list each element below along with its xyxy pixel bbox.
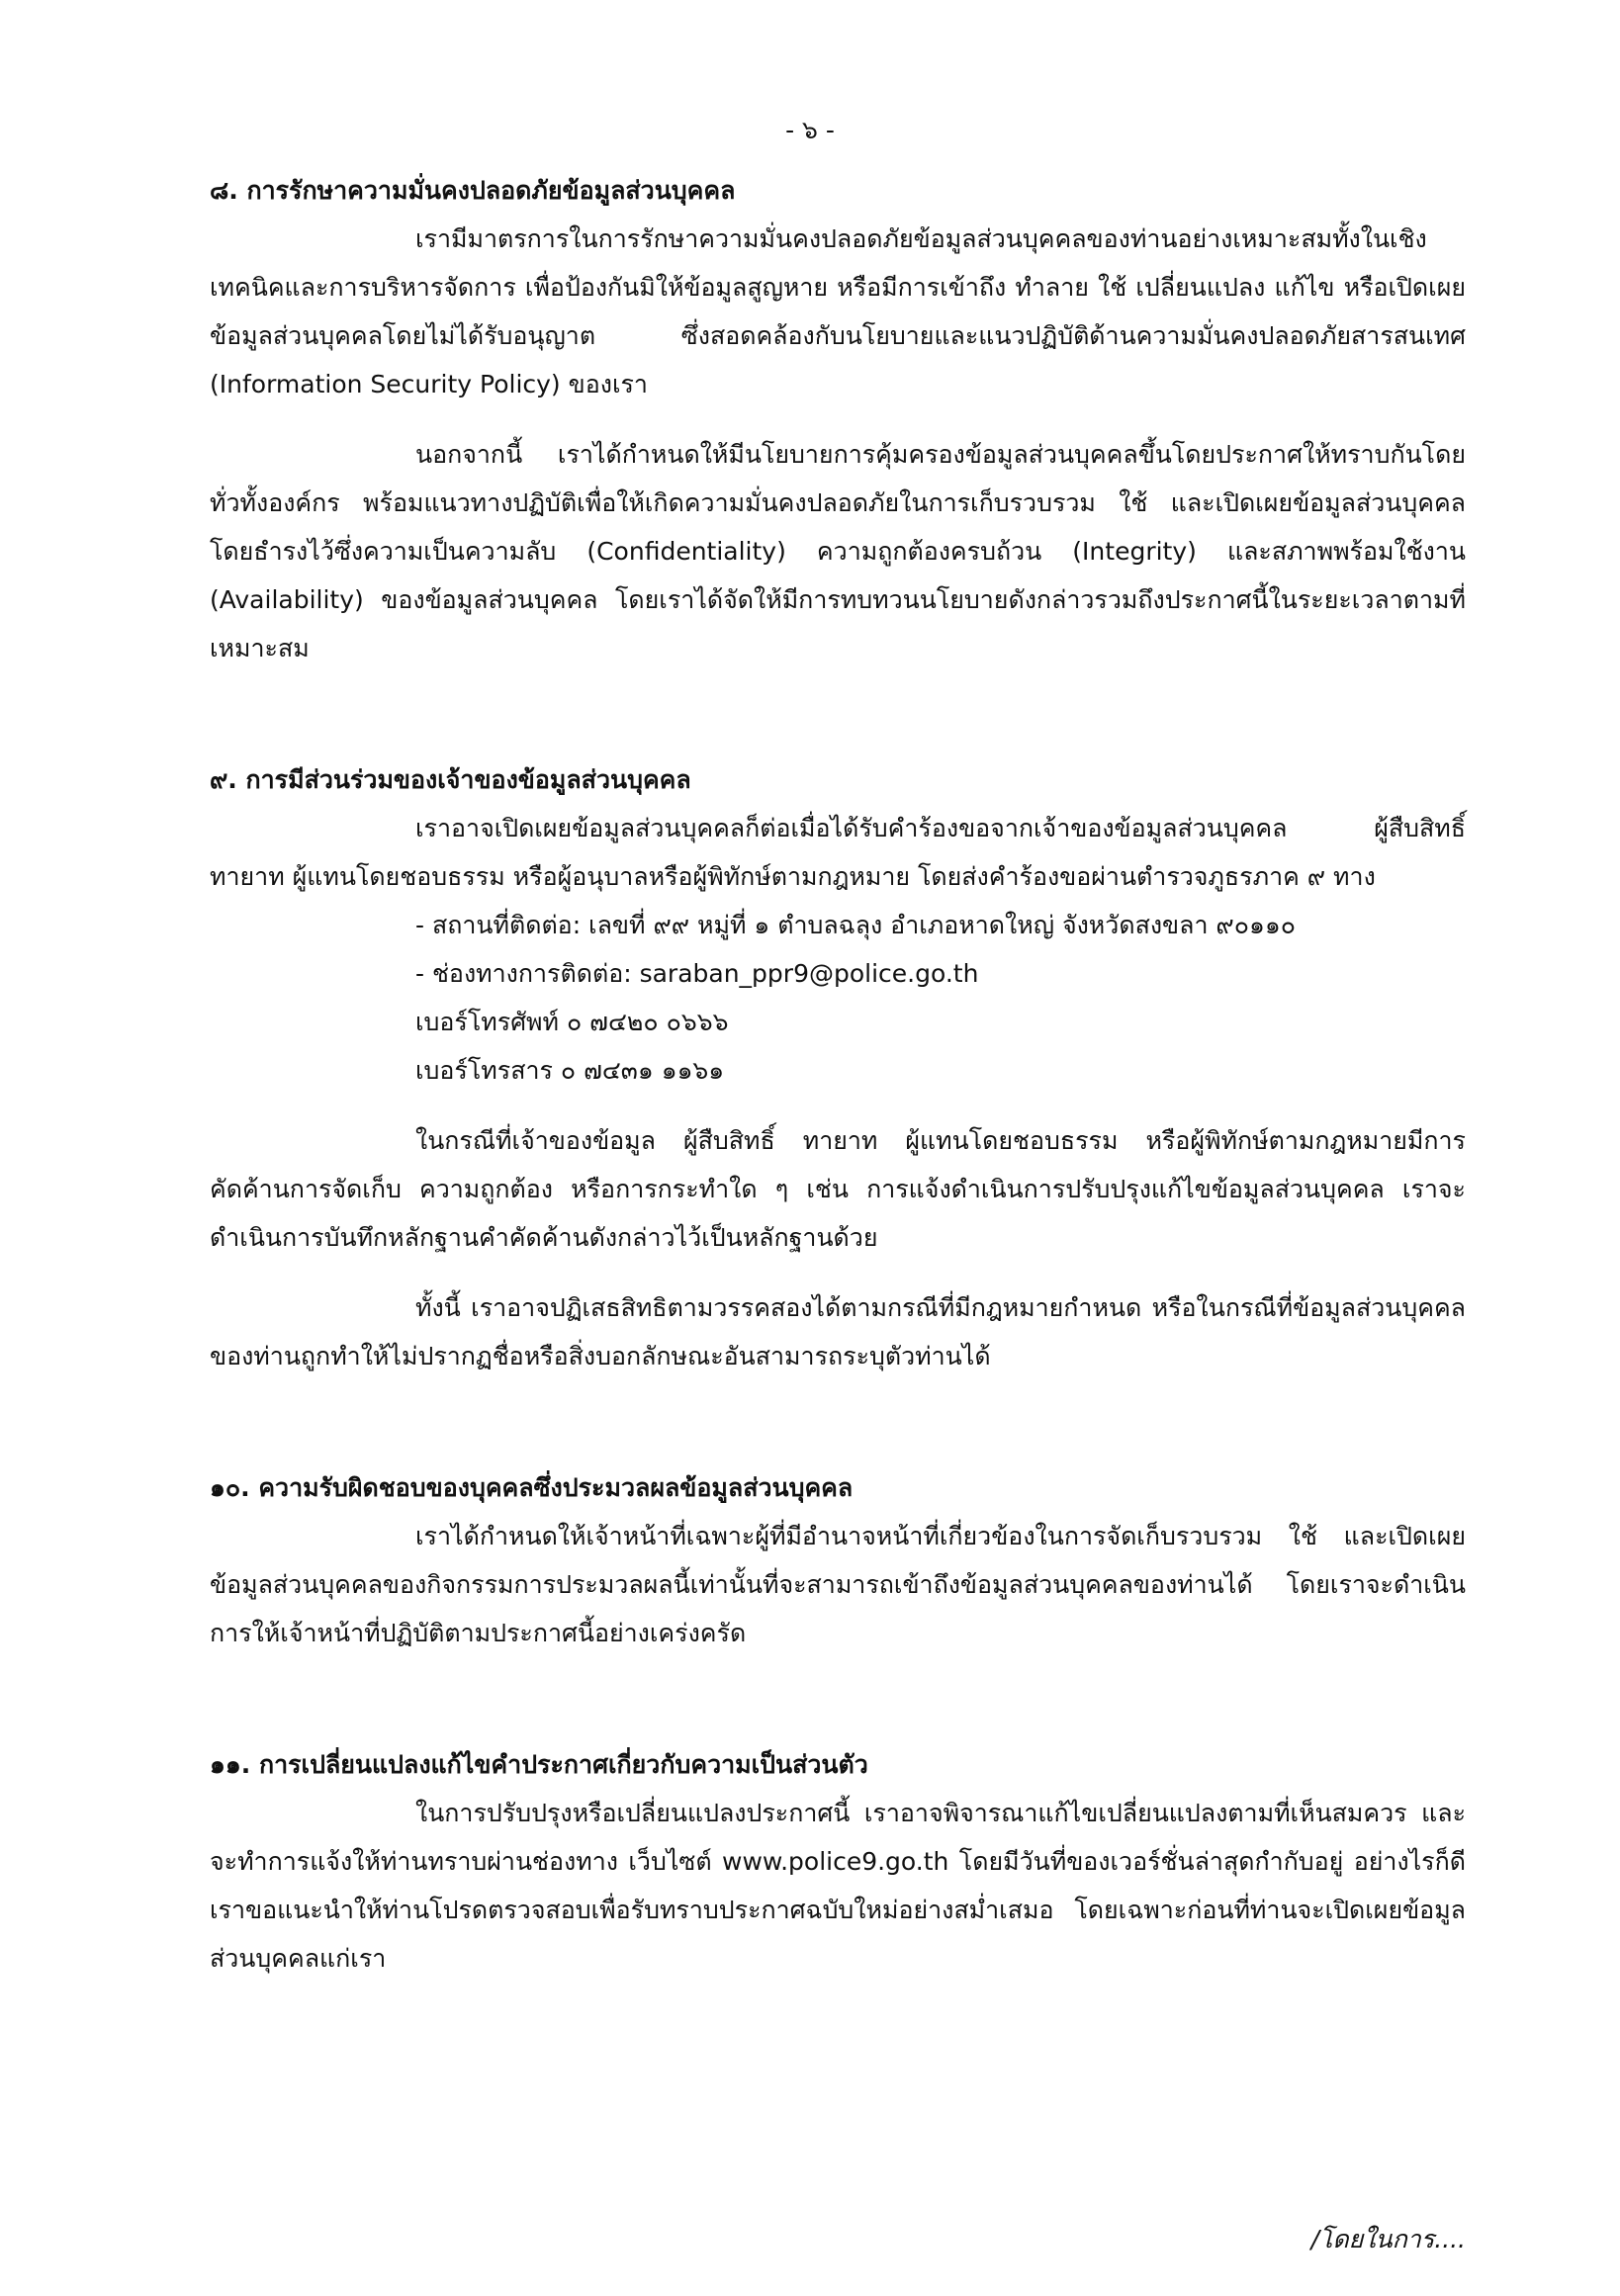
section-heading: ๙. การมีส่วนร่วมของเจ้าของข้อมูลส่วนบุคคล bbox=[210, 765, 691, 794]
paragraph: ในการปรับปรุงหรือเปลี่ยนแปลงประกาศนี้ เราอาจพิจารณาแก้ไขเปลี่ยนแปลงตามที่เห็นสมควร และจะทำการแจ้งให้ท่านทราบผ่านช่องทาง เว็บไซต์ www.police9.go.th โดยมีวันที่ของเวอร์ชั่นล่าสุดกำกับอยู่ อย่างไรก็ดี เราขอแนะนำให้ท่านโปรดตรวจสอบเพื่อรับทราบประกาศฉบับใหม่อย่างสม่ำเสมอ โดยเฉพาะก่อนที่ท่านจะเปิดเผยข้อมูลส่วนบุคคลแก่เรา bbox=[210, 1799, 1466, 1973]
section-9 bbox=[210, 755, 1466, 1380]
section-heading: ๑๑. การเปลี่ยนแปลงแก้ไขคำประกาศเกี่ยวกับความเป็นส่วนตัว bbox=[210, 1750, 868, 1779]
section-heading: ๑๐. ความรับผิดชอบของบุคคลซึ่งประมวลผลข้อมูลส่วนบุคคล bbox=[210, 1473, 854, 1502]
footer-continuation: /โดยในการ.... bbox=[1310, 2225, 1466, 2253]
page-number: - ๖ - bbox=[785, 116, 835, 144]
phone-number: เบอร์โทรศัพท์ ๐ ๗๔๒๐ ๐๖๖๖ bbox=[415, 1008, 729, 1036]
contact-channel: - ช่องทางการติดต่อ: saraban_ppr9@police.go.th bbox=[415, 959, 979, 988]
section-heading: ๘. การรักษาความมั่นคงปลอดภัยข้อมูลส่วนบุคคล bbox=[210, 176, 736, 205]
paragraph: ในกรณีที่เจ้าของข้อมูล ผู้สืบสิทธิ์ ทายาท ผู้แทนโดยชอบธรรม หรือผู้พิทักษ์ตามกฎหมายมีการคัดค้านการจัดเก็บ ความถูกต้อง หรือการกระทำใด ๆ เช่น การแจ้งดำเนินการปรับปรุงแก้ไขข้อมูลส่วนบุคคล เราจะดำเนินการบันทึกหลักฐานคำคัดค้านดังกล่าวไว้เป็นหลักฐานด้วย bbox=[210, 1126, 1466, 1252]
paragraph: เราอาจเปิดเผยข้อมูลส่วนบุคคลก็ต่อเมื่อได้รับคำร้องขอจากเจ้าของข้อมูลส่วนบุคคล ผู้สืบสิทธิ์ ทายาท ผู้แทนโดยชอบธรรม หรือผู้อนุบาลหรือผู้พิทักษ์ตามกฎหมาย โดยส่งคำร้องขอผ่านตำรวจภูธรภาค ๙ ทาง bbox=[210, 814, 1466, 891]
paragraph: เรามีมาตรการในการรักษาความมั่นคงปลอดภัยข้อมูลส่วนบุคคลของท่านอย่างเหมาะสมทั้งในเชิงเทคนิคและการบริหารจัดการ เพื่อป้องกันมิให้ข้อมูลสูญหาย หรือมีการเข้าถึง ทำลาย ใช้ เปลี่ยนแปลง แก้ไข หรือเปิดเผยข้อมูลส่วนบุคคลโดยไม่ได้รับอนุญาต ซึ่งสอดคล้องกับนโยบายและแนวปฏิบัติด้านความมั่นคงปลอดภัยสารสนเทศ (Information Security Policy) ของเรา bbox=[210, 224, 1466, 398]
section-10 bbox=[210, 1463, 1466, 1657]
fax-number: เบอร์โทรสาร ๐ ๗๔๓๑ ๑๑๖๑ bbox=[415, 1056, 725, 1085]
contact-address: - สถานที่ติดต่อ: เลขที่ ๙๙ หมู่ที่ ๑ ตำบลฉลุง อำเภอหาดใหญ่ จังหวัดสงขลา ๙๐๑๑๐ bbox=[415, 911, 1296, 939]
page-content bbox=[210, 166, 1466, 1983]
paragraph: นอกจากนี้ เราได้กำหนดให้มีนโยบายการคุ้มครองข้อมูลส่วนบุคคลขึ้นโดยประกาศให้ทราบกันโดยทั่วทั้งองค์กร พร้อมแนวทางปฏิบัติเพื่อให้เกิดความมั่นคงปลอดภัยในการเก็บรวบรวม ใช้ และเปิดเผยข้อมูลส่วนบุคคล โดยธำรงไว้ซึ่งความเป็นความลับ (Confidentiality) ความถูกต้องครบถ้วน (Integrity) และสภาพพร้อมใช้งาน (Availability) ของข้อมูลส่วนบุคคล โดยเราได้จัดให้มีการทบทวนนโยบายดังกล่าวรวมถึงประกาศนี้ในระยะเวลาตามที่เหมาะสม bbox=[210, 440, 1466, 662]
section-11 bbox=[210, 1740, 1466, 1983]
section-8 bbox=[210, 166, 1466, 672]
paragraph: เราได้กำหนดให้เจ้าหน้าที่เฉพาะผู้ที่มีอำนาจหน้าที่เกี่ยวข้องในการจัดเก็บรวบรวม ใช้ และเปิดเผยข้อมูลส่วนบุคคลของกิจกรรมการประมวลผลนี้เท่านั้นที่จะสามารถเข้าถึงข้อมูลส่วนบุคคลของท่านได้ โดยเราจะดำเนินการให้เจ้าหน้าที่ปฏิบัติตามประกาศนี้อย่างเคร่งครัด bbox=[210, 1522, 1466, 1647]
paragraph: ทั้งนี้ เราอาจปฏิเสธสิทธิตามวรรคสองได้ตามกรณีที่มีกฎหมายกำหนด หรือในกรณีที่ข้อมูลส่วนบุคคลของท่านถูกทำให้ไม่ปรากฏชื่อหรือสิ่งบอกลักษณะอันสามารถระบุตัวท่านได้ bbox=[210, 1293, 1466, 1370]
